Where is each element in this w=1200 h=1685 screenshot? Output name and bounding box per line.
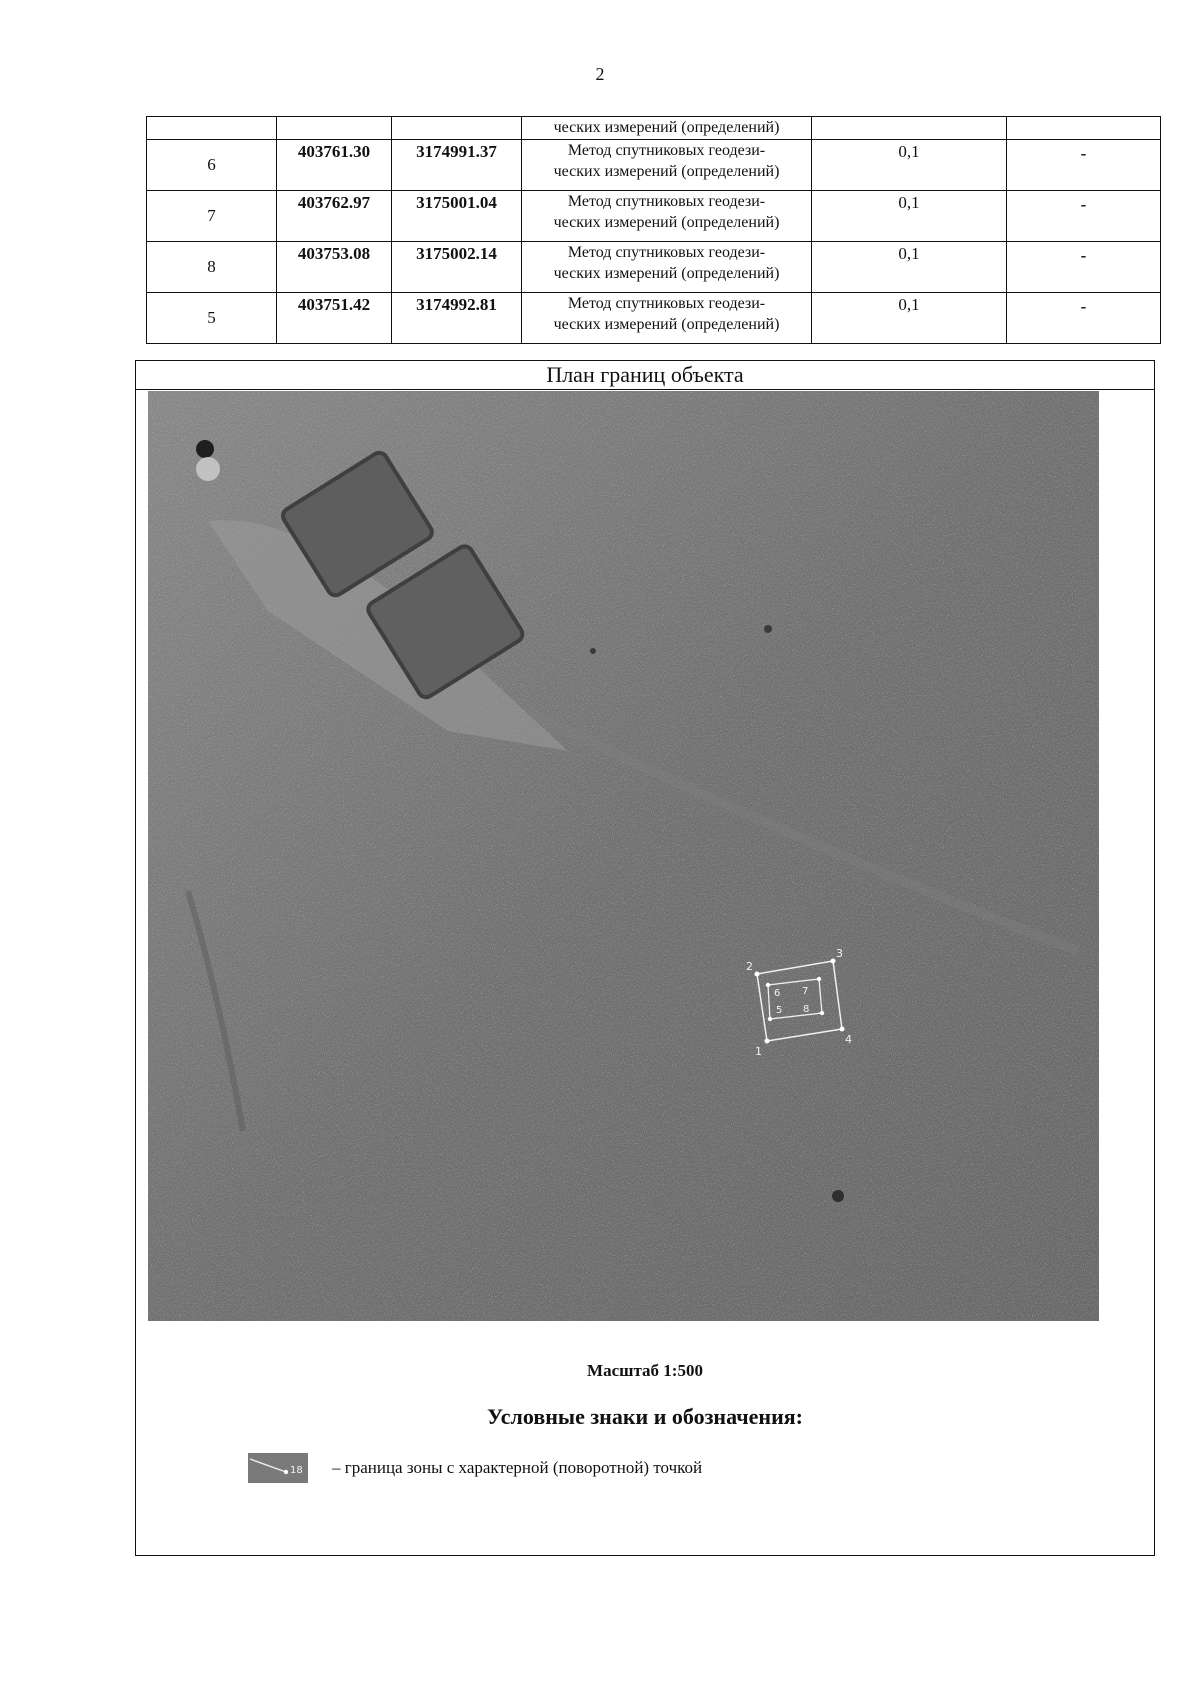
x-coordinate: 403753.08	[277, 242, 392, 293]
dark-spot	[196, 440, 214, 458]
map-scale: Масштаб 1:500	[587, 1361, 703, 1380]
dark-spot	[590, 648, 596, 654]
point-label: 3	[836, 947, 843, 960]
table-row	[147, 117, 1161, 140]
accuracy: 0,1	[812, 242, 1007, 293]
method-cell: ческих измерений (определений)	[522, 117, 812, 140]
boundary-line-icon	[248, 1453, 308, 1483]
turning-point	[768, 1017, 772, 1021]
method-cell: Метод спутниковых геодези- ческих измерений (определений)	[522, 191, 812, 242]
table-row	[147, 140, 1161, 191]
turning-point	[766, 983, 770, 987]
point-label: 1	[755, 1045, 762, 1058]
point-label: 8	[803, 1004, 810, 1015]
y-coordinate: 3174991.37	[392, 140, 522, 191]
x-coordinate: 403761.30	[277, 140, 392, 191]
aerial-photo-svg	[148, 391, 1099, 1321]
legend-title: Условные знаки и обозначения:	[487, 1404, 803, 1429]
accuracy: 0,1	[812, 140, 1007, 191]
point-number: 6	[147, 140, 277, 191]
extra-value: -	[1007, 191, 1161, 242]
turning-point	[831, 959, 836, 964]
table-row	[147, 191, 1161, 242]
point-number: 5	[147, 293, 277, 344]
accuracy: 0,1	[812, 293, 1007, 344]
extra-value: -	[1007, 242, 1161, 293]
legend-text: – граница зоны с характерной (поворотной) точкой	[332, 1458, 703, 1477]
legend-swatch-label: 18	[290, 1465, 303, 1476]
table-row	[147, 242, 1161, 293]
point-label: 6	[774, 988, 781, 999]
dark-spot	[832, 1190, 844, 1202]
x-coordinate: 403762.97	[277, 191, 392, 242]
method-cell: Метод спутниковых геодези- ческих измерений (определений)	[522, 140, 812, 191]
method-cell: Метод спутниковых геодези- ческих измерений (определений)	[522, 293, 812, 344]
y-coordinate: 3174992.81	[392, 293, 522, 344]
light-spot	[196, 457, 220, 481]
turning-point	[755, 972, 760, 977]
point-number: 8	[147, 242, 277, 293]
aerial-photo	[148, 391, 1099, 1321]
method-cell: Метод спутниковых геодези- ческих измерений (определений)	[522, 242, 812, 293]
legend-item	[248, 1453, 702, 1483]
dark-spot	[764, 625, 772, 633]
x-coordinate: 403751.42	[277, 293, 392, 344]
accuracy: 0,1	[812, 191, 1007, 242]
point-label: 4	[845, 1033, 852, 1046]
extra-value: -	[1007, 140, 1161, 191]
coordinates-table	[146, 116, 1161, 344]
extra-value: -	[1007, 293, 1161, 344]
turning-point	[765, 1039, 770, 1044]
page-number: 2	[595, 64, 605, 84]
y-coordinate: 3175001.04	[392, 191, 522, 242]
y-coordinate: 3175002.14	[392, 242, 522, 293]
turning-point	[817, 977, 821, 981]
plan-title: План границ объекта	[136, 361, 1154, 390]
point-label: 5	[776, 1005, 783, 1016]
point-label: 2	[746, 960, 753, 973]
turning-point	[820, 1011, 824, 1015]
boundary-plan-frame	[135, 360, 1155, 1556]
point-number: 7	[147, 191, 277, 242]
table-row	[147, 293, 1161, 344]
turning-point	[840, 1027, 845, 1032]
point-label: 7	[802, 986, 809, 997]
